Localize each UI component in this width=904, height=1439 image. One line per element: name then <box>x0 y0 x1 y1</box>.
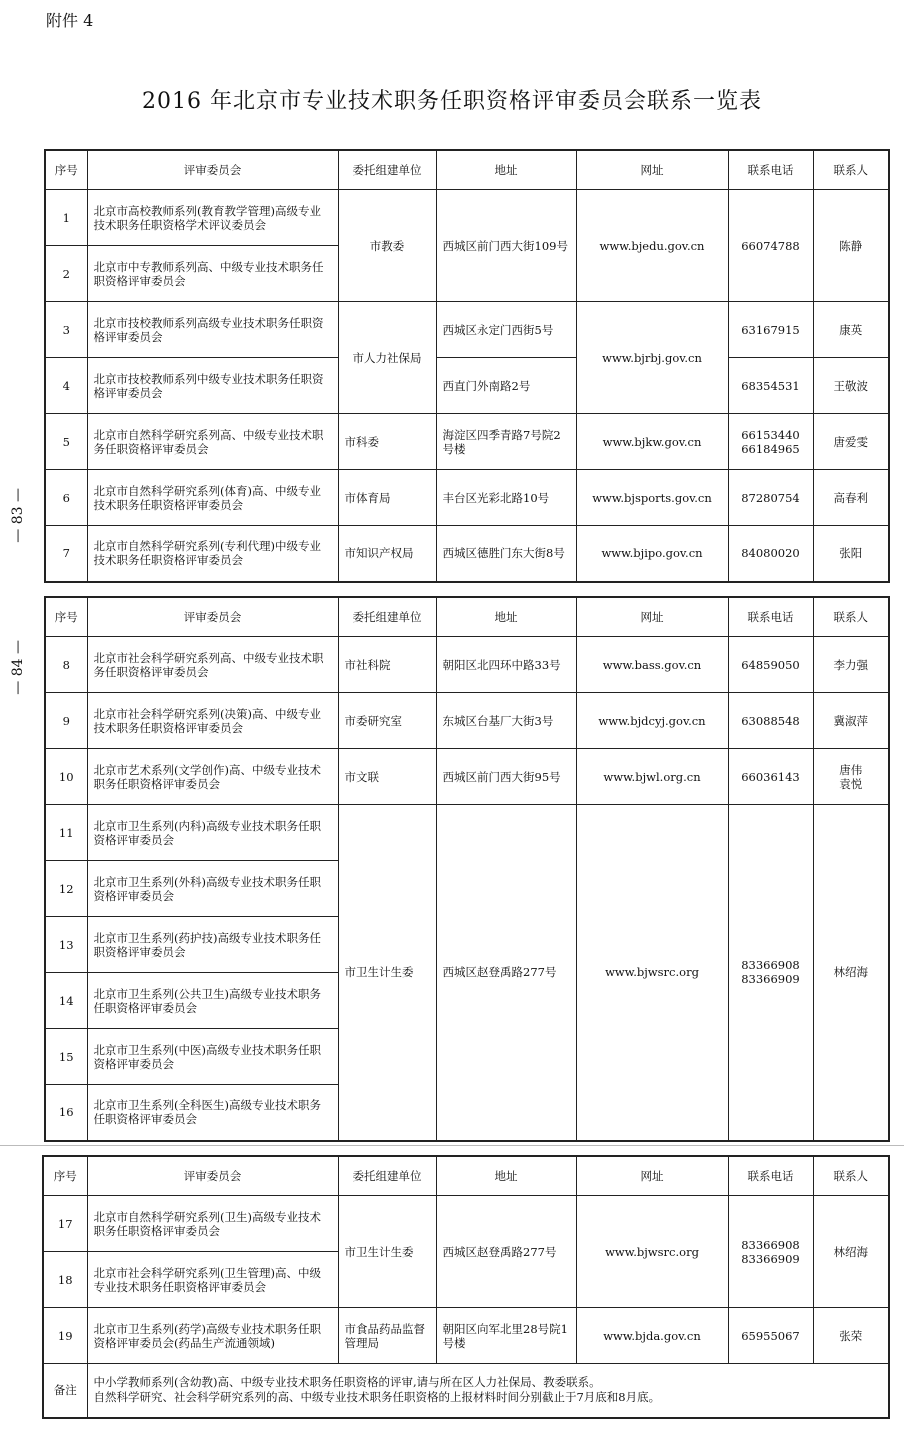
header-no: 序号 <box>45 150 87 190</box>
row-phone: 66074788 <box>728 190 813 302</box>
header-committee: 评审委员会 <box>87 1156 338 1196</box>
row-no: 16 <box>45 1085 87 1141</box>
row-website: www.bjkw.gov.cn <box>576 414 728 470</box>
row-website: www.bjwsrc.org <box>576 805 728 1141</box>
row-no: 13 <box>45 917 87 973</box>
row-contact: 王敬波 <box>813 358 889 414</box>
row-website: www.bjwl.org.cn <box>576 749 728 805</box>
header-website: 网址 <box>576 597 728 637</box>
table-header-row <box>43 1156 889 1196</box>
row-committee: 北京市自然科学研究系列(专利代理)中级专业技术职务任职资格评审委员会 <box>87 526 338 582</box>
row-committee: 北京市艺术系列(文学创作)高、中级专业技术职务任职资格评审委员会 <box>87 749 338 805</box>
row-unit: 市卫生计生委 <box>338 805 436 1141</box>
row-unit: 市文联 <box>338 749 436 805</box>
row-committee: 北京市社会科学研究系列(决策)高、中级专业技术职务任职资格评审委员会 <box>87 693 338 749</box>
row-contact: 唐爱雯 <box>813 414 889 470</box>
row-no: 5 <box>45 414 87 470</box>
row-address: 海淀区四季青路7号院2号楼 <box>436 414 576 470</box>
row-address: 朝阳区向军北里28号院1号楼 <box>436 1308 576 1364</box>
header-address: 地址 <box>436 1156 576 1196</box>
row-no: 7 <box>45 526 87 582</box>
table-row <box>45 190 889 246</box>
row-committee: 北京市卫生系列(内科)高级专业技术职务任职资格评审委员会 <box>87 805 338 861</box>
row-unit: 市食品药品监督管理局 <box>338 1308 436 1364</box>
header-contact: 联系人 <box>813 150 889 190</box>
table-row <box>45 637 889 693</box>
row-website: www.bass.gov.cn <box>576 637 728 693</box>
row-committee: 北京市技校教师系列高级专业技术职务任职资格评审委员会 <box>87 302 338 358</box>
row-phone: 65955067 <box>728 1308 813 1364</box>
row-website: www.bjdcyj.gov.cn <box>576 693 728 749</box>
row-no: 19 <box>43 1308 87 1364</box>
row-unit: 市体育局 <box>338 470 436 526</box>
header-unit: 委托组建单位 <box>338 150 436 190</box>
row-address: 丰台区光彩北路10号 <box>436 470 576 526</box>
row-phone: 68354531 <box>728 358 813 414</box>
row-address: 西城区赵登禹路277号 <box>436 1196 576 1308</box>
row-phone: 63088548 <box>728 693 813 749</box>
remark-line: 中小学教师系列(含幼教)高、中级专业技术职务任职资格的评审,请与所在区人力社保局、教委联系。 <box>93 1375 601 1390</box>
page-title: 2016 年北京市专业技术职务任职资格评审委员会联系一览表 <box>142 89 762 114</box>
row-website: www.bjipo.gov.cn <box>576 526 728 582</box>
row-committee: 北京市社会科学研究系列高、中级专业技术职务任职资格评审委员会 <box>87 637 338 693</box>
row-website: www.bjsports.gov.cn <box>576 470 728 526</box>
row-contact: 张荣 <box>813 1308 889 1364</box>
row-address: 西直门外南路2号 <box>436 358 576 414</box>
row-no: 9 <box>45 693 87 749</box>
table-row <box>45 693 889 749</box>
page-number-83: — 83 — <box>10 488 26 543</box>
row-phone: 87280754 <box>728 470 813 526</box>
row-committee: 北京市自然科学研究系列高、中级专业技术职务任职资格评审委员会 <box>87 414 338 470</box>
row-committee: 北京市社会科学研究系列(卫生管理)高、中级专业技术职务任职资格评审委员会 <box>87 1252 338 1308</box>
row-unit: 市人力社保局 <box>338 302 436 414</box>
header-unit: 委托组建单位 <box>338 597 436 637</box>
row-phone: 64859050 <box>728 637 813 693</box>
table-row <box>43 1196 889 1252</box>
row-contact: 高春利 <box>813 470 889 526</box>
table-header-row <box>45 597 889 637</box>
header-contact: 联系人 <box>813 1156 889 1196</box>
row-committee: 北京市卫生系列(药学)高级专业技术职务任职资格评审委员会(药品生产流通领域) <box>87 1308 338 1364</box>
row-no: 15 <box>45 1029 87 1085</box>
table-row <box>45 470 889 526</box>
table-row <box>45 526 889 582</box>
row-no: 11 <box>45 805 87 861</box>
row-contact: 林绍海 <box>813 1196 889 1308</box>
row-phone: 83366908 83366909 <box>728 1196 813 1308</box>
row-committee: 北京市高校教师系列(教育教学管理)高级专业技术职务任职资格学术评议委员会 <box>87 190 338 246</box>
header-address: 地址 <box>436 150 576 190</box>
row-no: 12 <box>45 861 87 917</box>
row-address: 西城区前门西大街109号 <box>436 190 576 302</box>
attachment-label: 附件 4 <box>46 11 94 30</box>
row-no: 4 <box>45 358 87 414</box>
row-committee: 北京市卫生系列(公共卫生)高级专业技术职务任职资格评审委员会 <box>87 973 338 1029</box>
row-address: 西城区赵登禹路277号 <box>436 805 576 1141</box>
row-committee: 北京市卫生系列(药护技)高级专业技术职务任职资格评审委员会 <box>87 917 338 973</box>
remark-content <box>87 1364 889 1418</box>
row-unit: 市知识产权局 <box>338 526 436 582</box>
row-committee: 北京市卫生系列(中医)高级专业技术职务任职资格评审委员会 <box>87 1029 338 1085</box>
header-committee: 评审委员会 <box>87 150 338 190</box>
row-no: 10 <box>45 749 87 805</box>
table-row <box>45 749 889 805</box>
row-committee: 北京市自然科学研究系列(卫生)高级专业技术职务任职资格评审委员会 <box>87 1196 338 1252</box>
row-unit: 市教委 <box>338 190 436 302</box>
header-website: 网址 <box>576 150 728 190</box>
row-phone: 83366908 83366909 <box>728 805 813 1141</box>
row-contact: 林绍海 <box>813 805 889 1141</box>
row-contact: 康英 <box>813 302 889 358</box>
row-address: 西城区前门西大街95号 <box>436 749 576 805</box>
row-contact: 李力强 <box>813 637 889 693</box>
row-website: www.bjedu.gov.cn <box>576 190 728 302</box>
row-unit: 市社科院 <box>338 637 436 693</box>
row-contact: 陈静 <box>813 190 889 302</box>
row-address: 西城区永定门西街5号 <box>436 302 576 358</box>
row-committee: 北京市技校教师系列中级专业技术职务任职资格评审委员会 <box>87 358 338 414</box>
row-website: www.bjda.gov.cn <box>576 1308 728 1364</box>
table-row <box>45 805 889 861</box>
row-phone: 66153440 66184965 <box>728 414 813 470</box>
row-no: 14 <box>45 973 87 1029</box>
header-contact: 联系人 <box>813 597 889 637</box>
row-no: 2 <box>45 246 87 302</box>
row-phone: 84080020 <box>728 526 813 582</box>
row-committee: 北京市中专教师系列高、中级专业技术职务任职资格评审委员会 <box>87 246 338 302</box>
row-contact: 张阳 <box>813 526 889 582</box>
header-phone: 联系电话 <box>728 1156 813 1196</box>
header-unit: 委托组建单位 <box>338 1156 436 1196</box>
row-no: 6 <box>45 470 87 526</box>
row-no: 3 <box>45 302 87 358</box>
header-committee: 评审委员会 <box>87 597 338 637</box>
table-row <box>45 414 889 470</box>
page-separator <box>0 1145 904 1146</box>
table-row <box>45 302 889 358</box>
row-website: www.bjrbj.gov.cn <box>576 302 728 414</box>
row-address: 朝阳区北四环中路33号 <box>436 637 576 693</box>
remark-label: 备注 <box>43 1364 87 1418</box>
header-no: 序号 <box>43 1156 87 1196</box>
row-address: 西城区德胜门东大街8号 <box>436 526 576 582</box>
row-address: 东城区台基厂大街3号 <box>436 693 576 749</box>
row-no: 8 <box>45 637 87 693</box>
row-committee: 北京市自然科学研究系列(体育)高、中级专业技术职务任职资格评审委员会 <box>87 470 338 526</box>
row-no: 17 <box>43 1196 87 1252</box>
row-phone: 66036143 <box>728 749 813 805</box>
header-no: 序号 <box>45 597 87 637</box>
page-number-84: — 84 — <box>10 640 26 695</box>
row-contact: 唐伟 袁悦 <box>813 749 889 805</box>
remark-row <box>43 1364 889 1418</box>
row-phone: 63167915 <box>728 302 813 358</box>
row-no: 18 <box>43 1252 87 1308</box>
table-row <box>43 1308 889 1364</box>
row-contact: 冀淑萍 <box>813 693 889 749</box>
row-unit: 市卫生计生委 <box>338 1196 436 1308</box>
header-address: 地址 <box>436 597 576 637</box>
table-page-84 <box>44 596 890 1142</box>
header-phone: 联系电话 <box>728 150 813 190</box>
header-website: 网址 <box>576 1156 728 1196</box>
table-row <box>45 358 889 414</box>
table-header-row <box>45 150 889 190</box>
table-page-85 <box>42 1155 890 1419</box>
row-committee: 北京市卫生系列(全科医生)高级专业技术职务任职资格评审委员会 <box>87 1085 338 1141</box>
row-website: www.bjwsrc.org <box>576 1196 728 1308</box>
row-committee: 北京市卫生系列(外科)高级专业技术职务任职资格评审委员会 <box>87 861 338 917</box>
header-phone: 联系电话 <box>728 597 813 637</box>
remark-line: 自然科学研究、社会科学研究系列的高、中级专业技术职务任职资格的上报材料时间分别截止于7月底和8月底。 <box>93 1390 661 1405</box>
row-unit: 市委研究室 <box>338 693 436 749</box>
row-no: 1 <box>45 190 87 246</box>
table-page-83 <box>44 149 890 583</box>
row-unit: 市科委 <box>338 414 436 470</box>
